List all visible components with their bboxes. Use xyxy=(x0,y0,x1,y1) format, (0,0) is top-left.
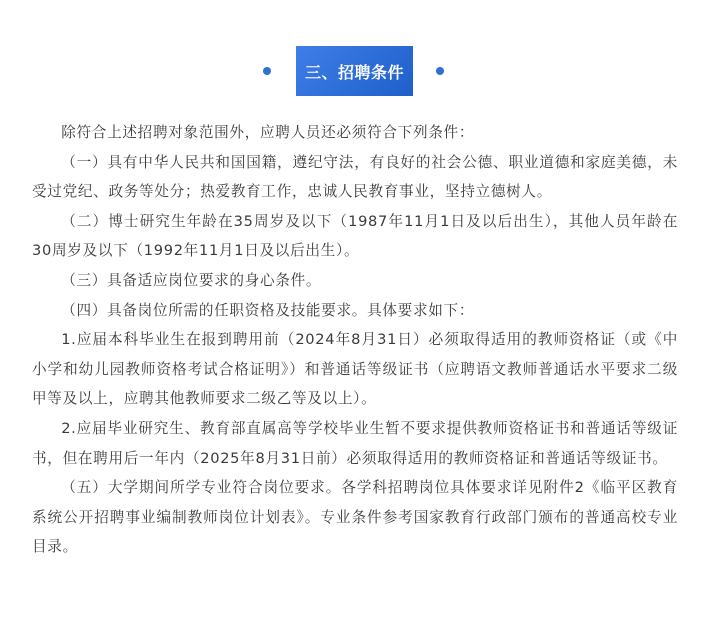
condition-4-qualifications: （四）具备岗位所需的任职资格及技能要求。具体要求如下： xyxy=(61,301,475,319)
recruitment-conditions-body xyxy=(32,118,678,562)
condition-5-major: （五）大学期间所学专业符合岗位要求。各学科招聘岗位具体要求详见附件2《临平区教育系统公开招聘事业编制教师岗位计划表》。专业条件参考国家教育行政部门颁布的普通高校专业目录。 xyxy=(32,479,678,556)
condition-3-health: （三）具备适应岗位要求的身心条件。 xyxy=(61,271,322,289)
section-title: 三、招聘条件 xyxy=(296,46,413,96)
condition-1-nationality: （一）具有中华人民共和国国籍，遵纪守法，有良好的社会公德、职业道德和家庭美德，未受过党纪、政务等处分；热爱教育工作，忠诚人民教育事业，坚持立德树人。 xyxy=(32,153,678,201)
condition-2-age: （二）博士研究生年龄在35周岁及以下（1987年11月1日及以后出生），其他人员年龄在30周岁及以下（1992年11月1日及以后出生）。 xyxy=(32,212,678,260)
intro-paragraph: 除符合上述招聘对象范围外，应聘人员还必须符合下列条件： xyxy=(61,124,475,141)
decorative-dot-right xyxy=(436,67,444,75)
section-header xyxy=(0,20,708,80)
qualification-item-2: 2.应届毕业研究生、教育部直属高等学校毕业生暂不要求提供教师资格证书和普通话等级证书，但在聘用后一年内（2025年8月31日前）必须取得适用的教师资格证和普通话等级证书。 xyxy=(32,419,678,467)
qualification-item-1: 1.应届本科毕业生在报到聘用前（2024年8月31日）必须取得适用的教师资格证（或《中小学和幼儿园教师资格考试合格证明》）和普通话等级证书（应聘语文教师普通话水平要求二级甲等及以上，应聘其他教师要求二级乙等及以上）。 xyxy=(32,331,678,408)
decorative-dot-left xyxy=(263,67,271,75)
